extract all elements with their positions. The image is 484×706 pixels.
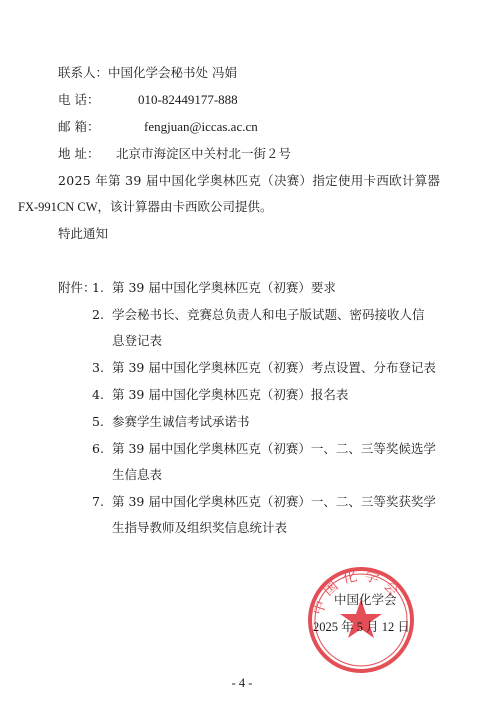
- signature-date: 2025 年 5 月 12 日: [313, 620, 410, 634]
- attachment-item-number: 6.: [92, 441, 104, 456]
- contact-address: [58, 146, 291, 162]
- contact-phone-value: 010-82449177-888: [138, 92, 238, 107]
- attachment-item-line: 参赛学生诚信考试承诺书: [112, 414, 250, 429]
- seal-text: 中国化学会: [310, 567, 406, 618]
- attachment-item-line: 第 39 届中国化学奥林匹克（初赛）一、二、三等奖获奖学: [112, 494, 436, 509]
- contact-phone-label: 电 话：: [58, 92, 100, 107]
- attachment-item-number: 1.: [92, 280, 104, 295]
- attachment-item-line: 生信息表: [112, 467, 163, 482]
- attachment-item-number: 7.: [92, 494, 104, 509]
- calculator-notice-line-1: 2025 年第 39 届中国化学奥林匹克（决赛）指定使用卡西欧计算器: [58, 173, 441, 188]
- contact-phone: [58, 92, 238, 108]
- contact-email-value: fengjuan@iccas.ac.cn: [144, 119, 258, 134]
- signature-org: 中国化学会: [334, 592, 397, 607]
- attachment-item-line: 第 39 届中国化学奥林匹克（初赛）一、二、三等奖候选学: [112, 441, 436, 456]
- attachment-item-line: 第 39 届中国化学奥林匹克（初赛）报名表: [112, 387, 349, 402]
- page-number: - 4 -: [231, 676, 253, 690]
- calculator-notice-line-2: FX-991CN CW，该计算器由卡西欧公司提供。: [18, 200, 273, 214]
- attachment-item-number: 2.: [92, 307, 104, 322]
- contact-person-value: 中国化学会秘书处 冯娟: [108, 65, 237, 80]
- attachment-item-line: 学会秘书长、竞赛总负责人和电子版试题、密码接收人信: [112, 307, 425, 322]
- attachment-item-number: 4.: [92, 387, 104, 402]
- attachment-item-number: 5.: [92, 414, 104, 429]
- contact-address-value: 北京市海淀区中关村北一街２号: [116, 146, 292, 161]
- contact-email: [58, 119, 258, 135]
- attachments-label: 附件：: [58, 280, 96, 295]
- contact-person-label: 联系人：: [58, 65, 109, 80]
- closing-text: 特此通知: [58, 226, 109, 241]
- contact-person: [58, 65, 237, 81]
- contact-address-label: 地 址：: [58, 146, 100, 161]
- attachment-item-line: 第 39 届中国化学奥林匹克（初赛）要求: [112, 280, 336, 295]
- attachment-item-line: 生指导教师及组织奖信息统计表: [112, 520, 288, 535]
- attachment-item-number: 3.: [92, 360, 104, 375]
- attachment-item-line: 息登记表: [112, 333, 163, 348]
- attachment-item-line: 第 39 届中国化学奥林匹克（初赛）考点设置、分布登记表: [112, 360, 436, 375]
- contact-email-label: 邮 箱：: [58, 119, 100, 134]
